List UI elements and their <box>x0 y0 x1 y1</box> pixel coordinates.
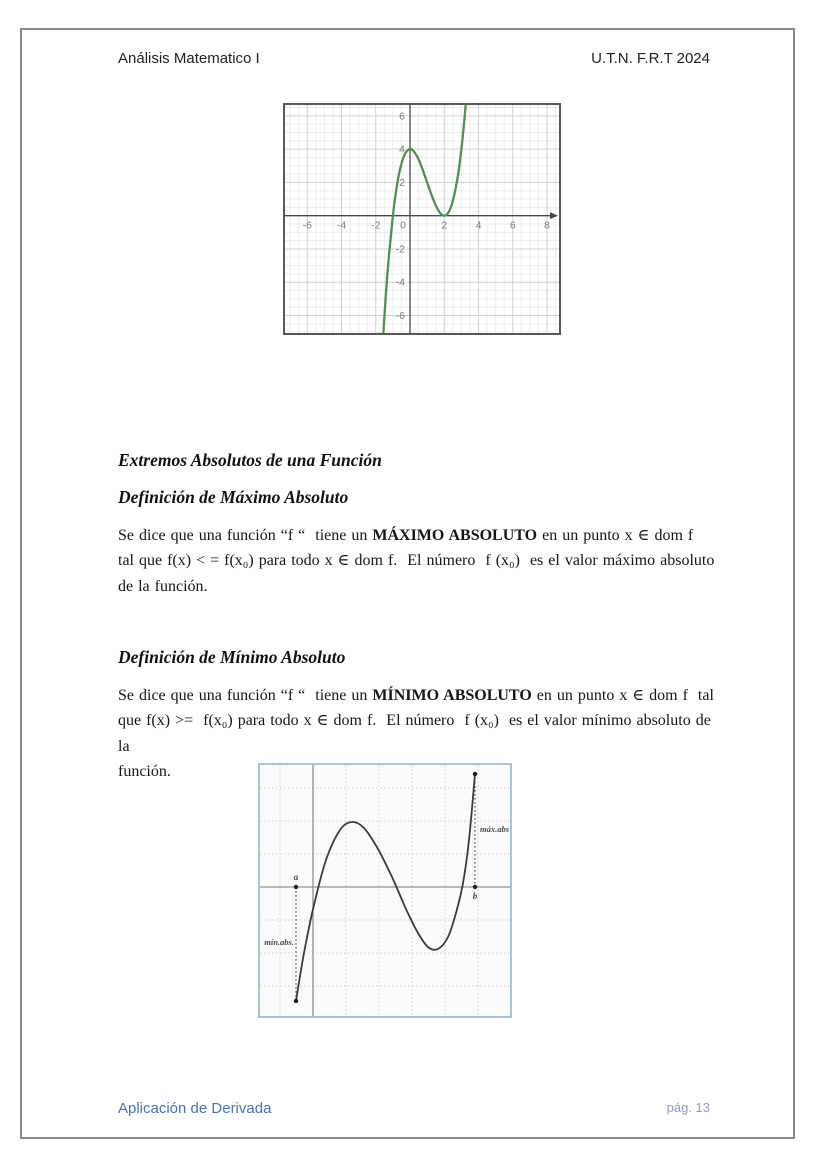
x-tick-label: 4 <box>475 219 482 232</box>
annotation-label: b <box>472 891 478 901</box>
annotation-label: máx.abs <box>480 824 510 834</box>
paragraph-line <box>118 683 718 708</box>
text-segment: Se dice que una función “f “ tiene un <box>118 527 373 544</box>
bold-term-minimo-absoluto: MÍNIMO ABSOLUTO <box>372 687 532 704</box>
extrema-illustration-graph <box>258 763 512 1018</box>
definition-max-title: Definición de Máximo Absoluto <box>118 487 349 507</box>
x-tick-label: -2 <box>371 219 381 232</box>
y-tick-label: 2 <box>399 176 406 189</box>
header-institution: U.T.N. F.R.T 2024 <box>591 50 710 67</box>
paragraph-line: función. <box>118 762 171 780</box>
y-tick-label: -6 <box>395 310 406 323</box>
bold-term-maximo-absoluto: MÁXIMO ABSOLUTO <box>372 527 538 544</box>
y-tick-label: -2 <box>395 243 406 256</box>
x-tick-label: -6 <box>302 219 312 232</box>
footer-chapter-title: Aplicación de Derivada <box>118 1100 272 1117</box>
annotation-label: a <box>293 872 299 882</box>
x-tick-label: -4 <box>336 219 347 232</box>
paragraph-line <box>118 523 718 548</box>
paragraph-line: tal que f(x) < = f(x₀) para todo x ∈ dom f. El número f (x₀) es el valor máximo absoluto <box>118 552 715 570</box>
y-tick-label: 6 <box>399 110 406 123</box>
x-tick-label: 0 <box>400 219 407 232</box>
text-segment: en un punto x ∈ dom f tal <box>531 687 714 704</box>
paragraph-line: de la función. <box>118 577 208 595</box>
footer-page-number: pág. 13 <box>666 1100 710 1115</box>
axis-point-dot <box>473 885 477 889</box>
paragraph-line: que f(x) >= f(x₀) para todo x ∈ dom f. El número f (x₀) es el valor mínimo absoluto de la <box>118 712 716 755</box>
paragraph-max-absolute <box>118 523 718 599</box>
axis-point-dot <box>294 885 298 889</box>
extrema-illustration-graph-svg <box>260 765 510 1016</box>
header-course-title: Análisis Matematico I <box>118 50 260 67</box>
y-tick-label: 4 <box>399 143 406 156</box>
x-tick-label: 8 <box>544 219 550 232</box>
x-axis-arrow-icon <box>550 212 558 219</box>
annotation-label: mín.abs. <box>264 937 294 947</box>
endpoint-dot <box>294 999 298 1003</box>
cubic-function-graph-svg <box>285 105 559 333</box>
cubic-function-graph <box>283 103 561 335</box>
text-segment: en un punto x ∈ dom f <box>537 527 694 544</box>
section-title: Extremos Absolutos de una Función <box>118 450 382 470</box>
y-tick-label: -4 <box>395 276 406 289</box>
endpoint-dot <box>473 772 477 776</box>
definition-min-title: Definición de Mínimo Absoluto <box>118 647 346 667</box>
x-tick-label: 2 <box>441 219 448 232</box>
x-tick-label: 6 <box>509 219 516 232</box>
text-segment: Se dice que una función “f “ tiene un <box>118 687 373 704</box>
